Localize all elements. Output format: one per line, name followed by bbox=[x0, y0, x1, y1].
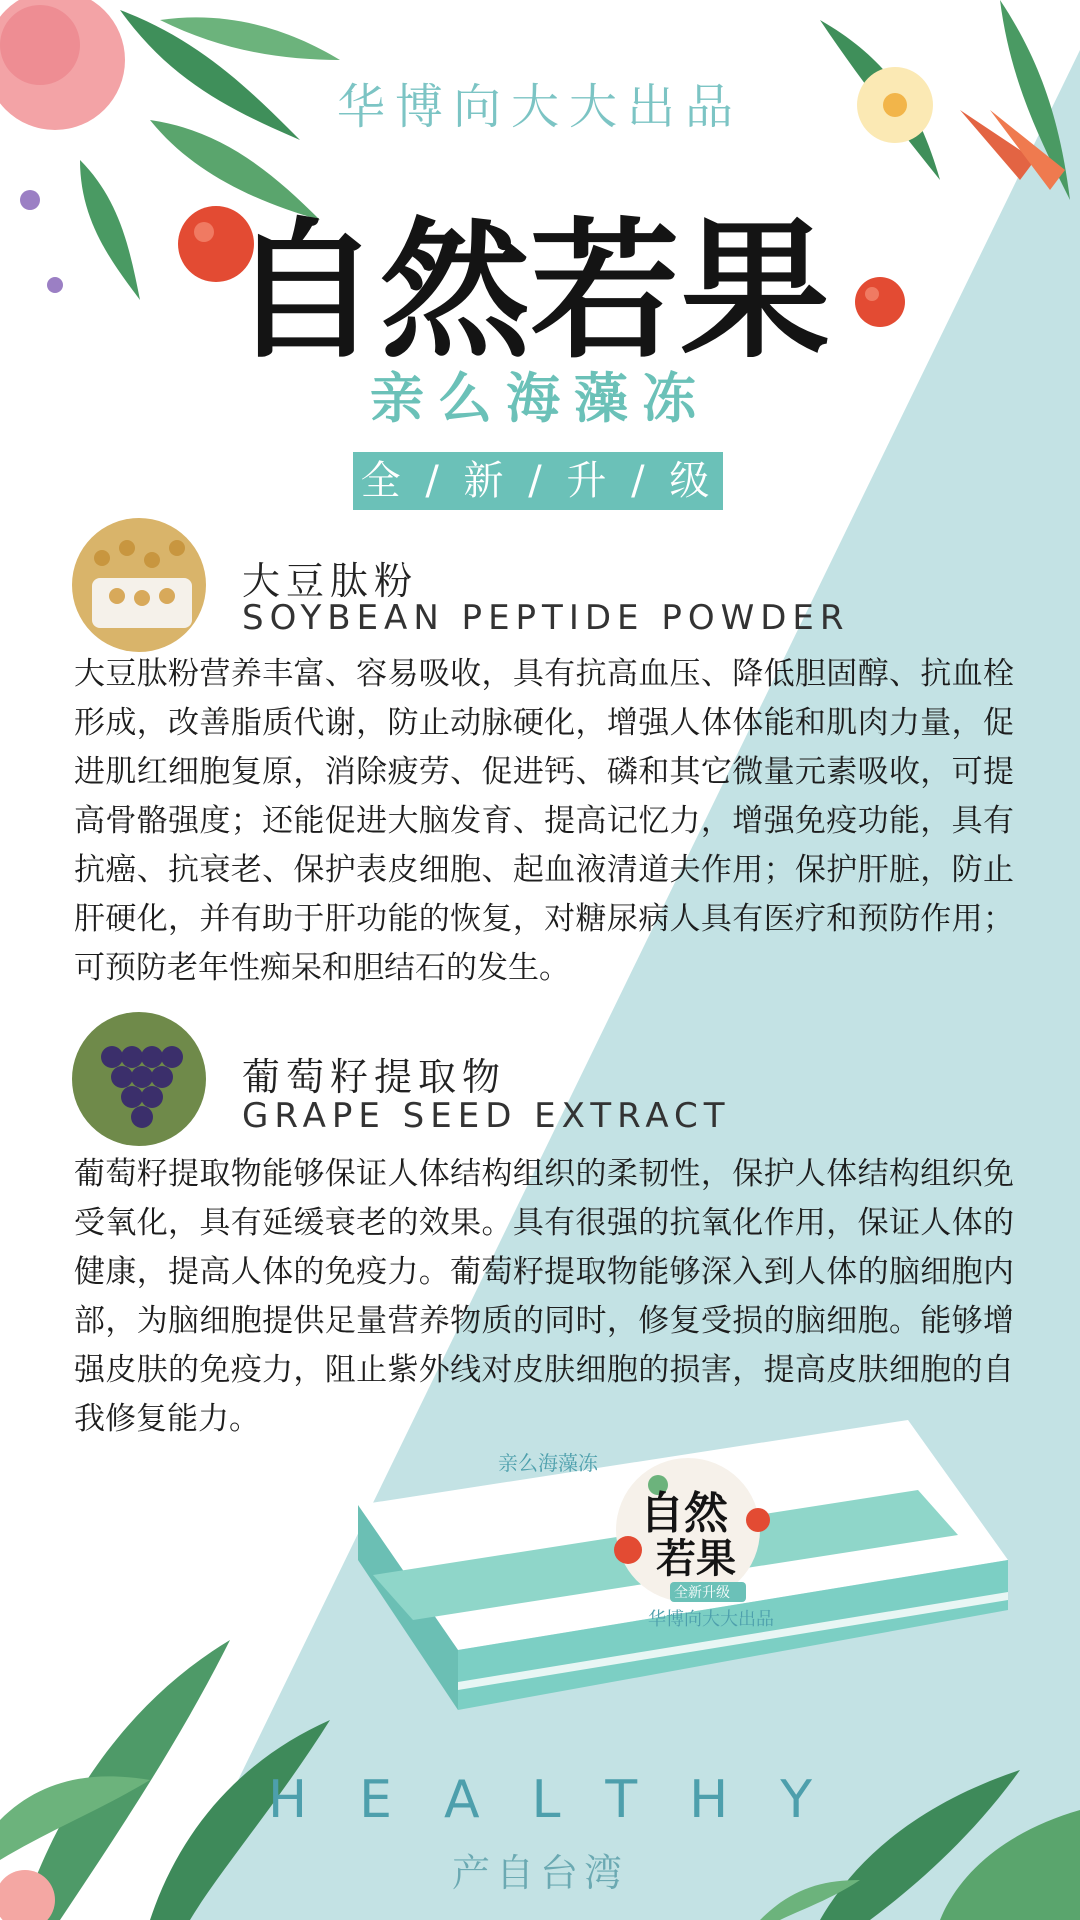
section1-title: 大豆肽粉 bbox=[242, 559, 419, 603]
section2-title: 葡萄籽提取物 bbox=[242, 1055, 507, 1099]
box-maker: 华博向大大出品 bbox=[648, 1609, 774, 1630]
product-box-image bbox=[358, 1410, 1018, 1760]
product-subtitle: 亲么海藻冻 bbox=[370, 367, 710, 430]
section2-body: 葡萄籽提取物能够保证人体结构组织的柔韧性，保护人体结构组织免受氧化，具有延缓衰老的效果。具有很强的抗氧化作用，保证人体的健康，提高人体的免疫力。葡萄籽提取物能够深入到人体的脑细胞内部，为脑细胞提供足量营养物质的同时，修复受损的脑细胞。能够增强皮肤的免疫力，阻止紫外线对皮肤细胞的损害，提高皮肤细胞的自我修复能力。 bbox=[74, 1156, 1014, 1437]
origin-text: 产自台湾 bbox=[451, 1851, 628, 1895]
box-title-line1: 自然 bbox=[640, 1488, 728, 1539]
apple-right-icon bbox=[852, 272, 908, 328]
grape-image bbox=[72, 1012, 206, 1146]
section1-body: 大豆肽粉营养丰富、容易吸收，具有抗高血压、降低胆固醇、抗血栓形成，改善脂质代谢，防止动脉硬化，增强人体体能和肌肉力量，促进肌红细胞复原，消除疲劳、促进钙、磷和其它微量元素吸收，可提高骨骼强度；还能促进大脑发育、提高记忆力，增强免疫功能，具有抗癌、抗衰老、保护表皮细胞、起血液清道夫作用；保护肝脏，防止肝硬化，并有助于肝功能的恢复，对糖尿病人具有医疗和预防作用；可预防老年性痴呆和胆结石的发生。 bbox=[74, 656, 1014, 986]
brand-tagline: 华博向大大出品 bbox=[336, 79, 743, 135]
upgrade-badge: 全 / 新 / 升 / 级 bbox=[353, 452, 723, 510]
healthy-text: HEALTHY bbox=[268, 1770, 864, 1830]
box-title-line2: 若果 bbox=[656, 1535, 736, 1582]
box-tag: 全新升级 bbox=[674, 1585, 730, 1601]
product-title: 自然若果 bbox=[230, 203, 831, 379]
box-brand: 亲么海藻冻 bbox=[498, 1451, 598, 1475]
soybean-image bbox=[72, 518, 206, 652]
section2-subtitle-en: GRAPE SEED EXTRACT bbox=[242, 1096, 731, 1136]
section1-subtitle-en: SOYBEAN PEPTIDE POWDER bbox=[242, 598, 850, 638]
